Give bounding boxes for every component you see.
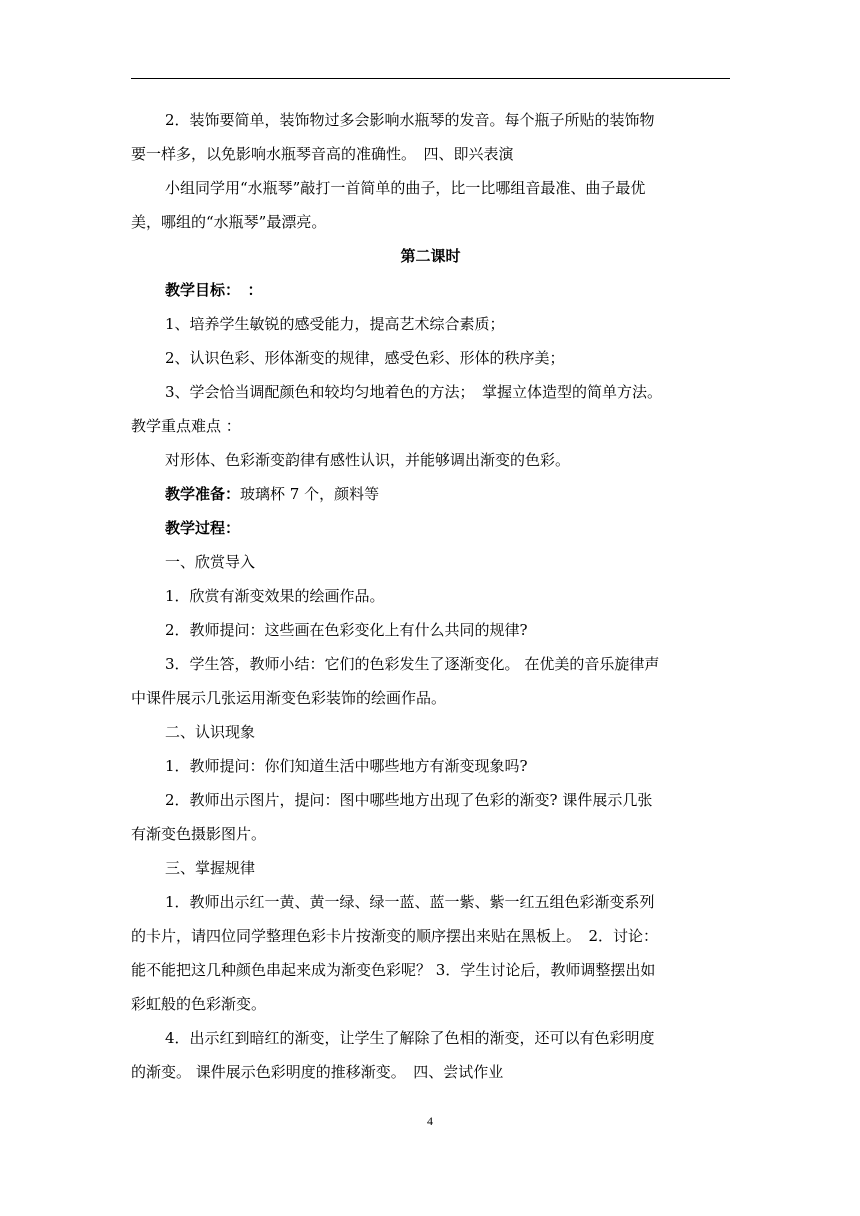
section-3-item-1-line2: 的卡片，请四位同学整理色彩卡片按渐变的顺序摆出来贴在黑板上。 2．讨论： [131,927,659,945]
section-3-item-4-line1: 4．出示红到暗红的渐变，让学生了解除了色相的渐变，还可以有色彩明度 [165,1029,655,1047]
section-2-item-2-line2: 有渐变色摄影图片。 [131,825,267,843]
section-1-item-2: 2．教师提问：这些画在色彩变化上有什么共同的规律? [165,621,528,639]
section-3-item-1-line1: 1．教师出示红一黄、黄一绿、绿一蓝、蓝一紫、紫一红五组色彩渐变系列 [165,893,655,911]
key-points: 对形体、色彩渐变韵律有感性认识，并能够调出渐变的色彩。 [165,451,571,469]
section-1-item-1: 1．欣赏有渐变效果的绘画作品。 [165,587,385,605]
section-3-item-1-line3: 能不能把这几种颜色串起来成为渐变色彩呢？ 3．学生讨论后，教师调整摆出如 [131,961,656,979]
section-2-item-1: 1．教师提问：你们知道生活中哪些地方有渐变现象吗? [165,757,528,775]
section-1-title: 一、欣赏导入 [165,553,256,571]
preparation-label: 教学准备： [165,485,241,503]
document-body [131,103,730,1089]
section-1-item-3-line2: 中课件展示几张运用渐变色彩装饰的绘画作品。 [131,689,447,707]
goals-label: 教学目标： ： [165,281,263,299]
section-2-item-2-line1: 2．教师出示图片，提问：图中哪些地方出现了色彩的渐变? 课件展示几张 [165,791,653,809]
section-3-item-1-line4: 彩虹般的色彩渐变。 [131,995,267,1013]
paragraph-performance-line2: 美，哪组的“水瓶琴”最漂亮。 [131,213,327,231]
goal-3: 3、学会恰当调配颜色和较均匀地着色的方法； 掌握立体造型的简单方法。 [165,383,663,401]
section-3-title: 三、掌握规律 [165,859,256,877]
section-1-item-3-line1: 3．学生答，教师小结：它们的色彩发生了逐渐变化。 在优美的音乐旋律声 [165,655,660,673]
process-label: 教学过程： [165,519,241,537]
page-number: 4 [427,1114,433,1128]
preparation-text: 玻璃杯 7 个，颜料等 [240,485,380,503]
paragraph-performance-line1: 小组同学用“水瓶琴”敲打一首简单的曲子，比一比哪组音最准、曲子最优 [165,179,646,197]
header-rule [131,78,730,79]
section-title: 第二课时 [400,247,461,265]
preparation-line [131,477,730,511]
paragraph-decoration-line1: 2．装饰要简单，装饰物过多会影响水瓶琴的发音。每个瓶子所贴的装饰物 [165,111,655,129]
paragraph-decoration-line2: 要一样多，以免影响水瓶琴音高的准确性。 四、即兴表演 [131,145,514,163]
key-points-label: 教学重点难点 ： [131,417,241,435]
goal-1: 1、培养学生敏锐的感受能力，提高艺术综合素质； [165,315,505,333]
section-3-item-4-line2: 的渐变。 课件展示色彩明度的推移渐变。 四、尝试作业 [131,1063,504,1081]
goal-2: 2、认识色彩、形体渐变的规律，感受色彩、形体的秩序美； [165,349,565,367]
section-2-title: 二、认识现象 [165,723,256,741]
